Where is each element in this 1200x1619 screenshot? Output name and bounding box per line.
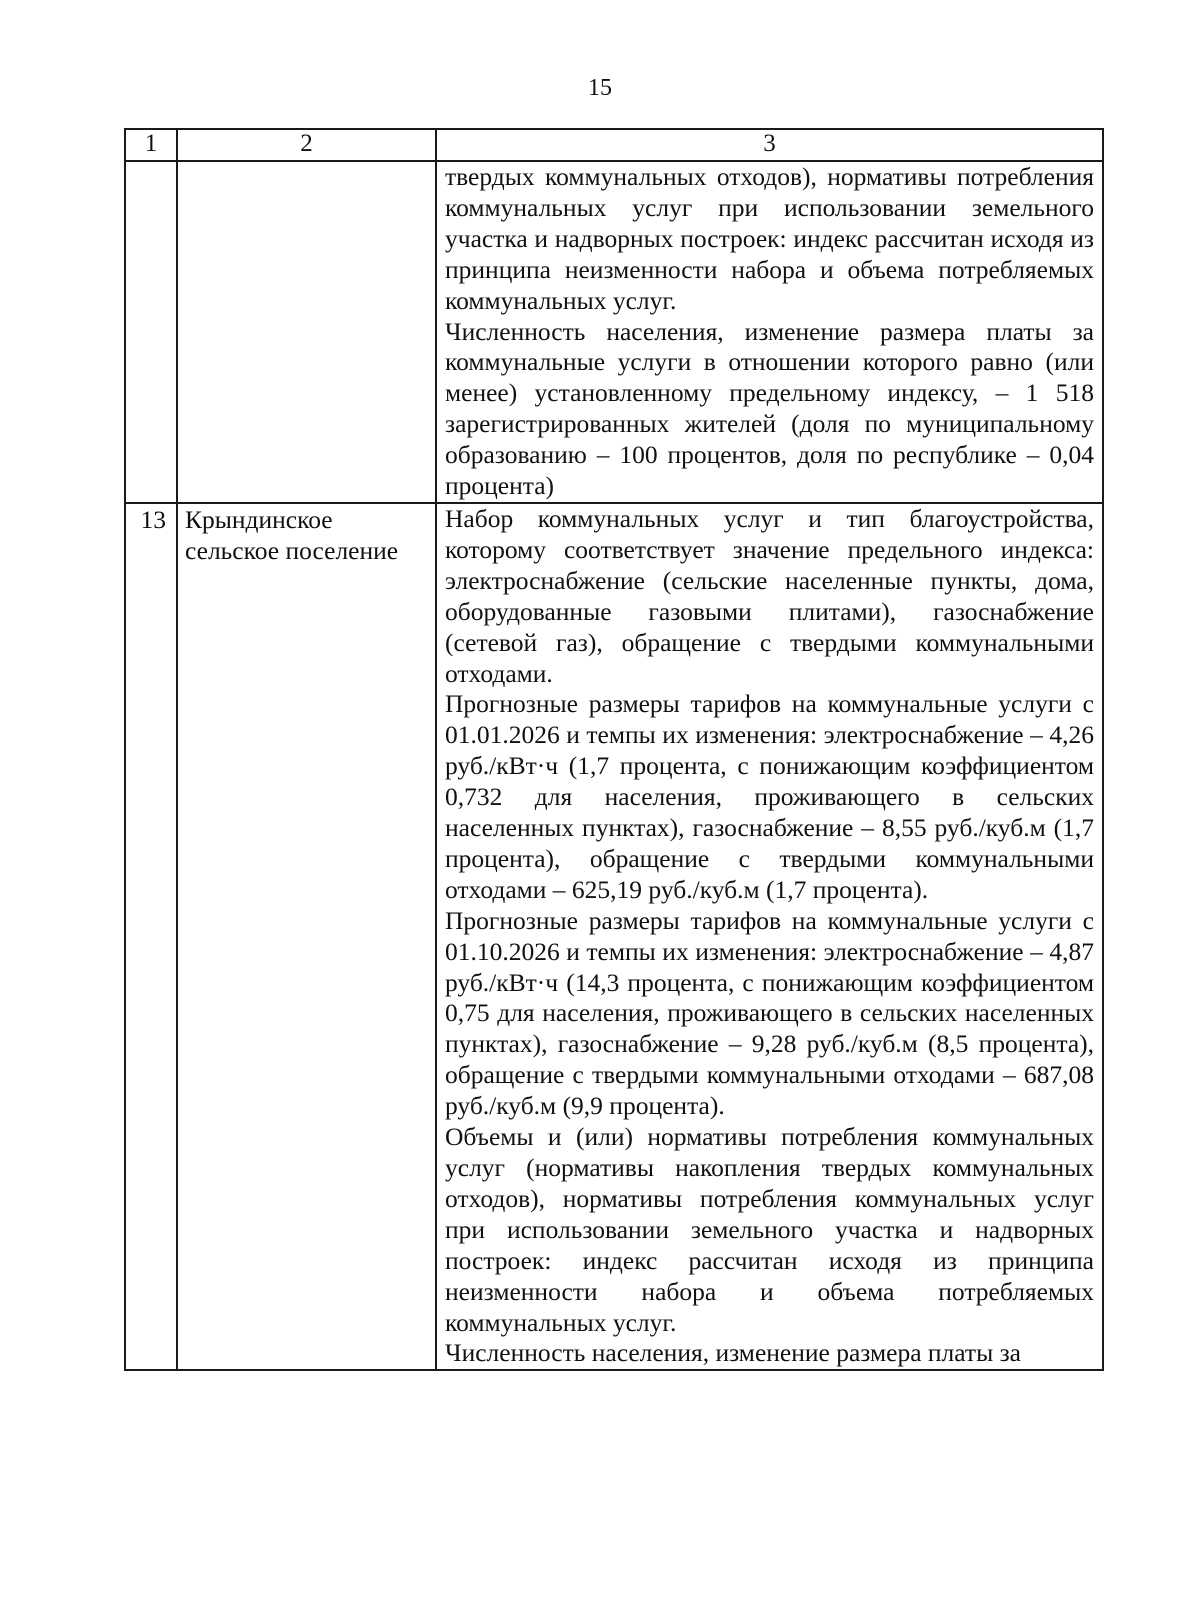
content-paragraph: Объемы и (или) нормативы потребления коммунальных услуг (нормативы накопления твердых коммунальных отходов), нормативы потребления коммунальных услуг при использовании земельного участка и надворных построек: индекс рассчитан исходя из принципа неизменности набора и объема потребляемых коммунальных услуг.: [445, 1122, 1094, 1337]
content-paragraph: Численность населения, изменение размера платы за коммунальные услуги в отношении которого равно (или менее) установленному предельному индексу, – 1 518 зарегистрированных жителей (доля по муниципальному образованию – 100 процентов, доля по республике – 0,04 процента): [445, 316, 1094, 501]
content-paragraph: твердых коммунальных отходов), нормативы потребления коммунальных услуг при использовании земельного участка и надворных построек: индекс рассчитан исходя из принципа неизменности набора и объема потребляемых коммунальных услуг.: [445, 162, 1094, 315]
header-col-2: 2: [177, 129, 436, 161]
row-content-cell: [436, 161, 1103, 503]
content-paragraph: Численность населения, изменение размера платы за: [445, 1338, 1021, 1368]
settlement-name-cell: [177, 503, 436, 1370]
table-row-continuation: [125, 161, 1103, 503]
content-paragraph: Прогнозные размеры тарифов на коммунальные услуги с 01.10.2026 и темпы их изменения: электроснабжение – 4,87 руб./кВт·ч (14,3 процента, с понижающим коэффициентом 0,75 для населения, проживающего в сельских населенных пунктах), газоснабжение – 9,28 руб./куб.м (8,5 процента), обращение с твердыми коммунальными отходами – 687,08 руб./куб.м (9,9 процента).: [445, 905, 1094, 1121]
settlement-name-cell: [177, 161, 436, 503]
header-col-1: 1: [125, 129, 177, 161]
table-row-13: [125, 503, 1103, 1370]
settlement-name-line: сельское поселение: [185, 535, 399, 565]
table-header-row: [125, 129, 1103, 161]
row-content-cell: [436, 503, 1103, 1370]
settlement-name-line: Крындинское: [185, 504, 333, 534]
header-col-3: 3: [436, 129, 1103, 161]
row-number-cell: [125, 161, 177, 503]
tariff-table: [124, 128, 1104, 1371]
row-number-cell: 13: [125, 503, 177, 1370]
content-paragraph: Прогнозные размеры тарифов на коммунальные услуги с 01.01.2026 и темпы их изменения: электроснабжение – 4,26 руб./кВт·ч (1,7 процента, с понижающим коэффициентом 0,732 для населения, проживающего в сельских населенных пунктах), газоснабжение – 8,55 руб./куб.м (1,7 процента), обращение с твердыми коммунальными отходами – 625,19 руб./куб.м (1,7 процента).: [445, 689, 1094, 904]
page-number: 15: [588, 75, 612, 101]
content-paragraph: Набор коммунальных услуг и тип благоустройства, которому соответствует значение предельного индекса: электроснабжение (сельские населенные пункты, дома, оборудованные газовыми плитами), газоснабжение (сетевой газ), обращение с твердыми коммунальными отходами.: [445, 503, 1094, 688]
